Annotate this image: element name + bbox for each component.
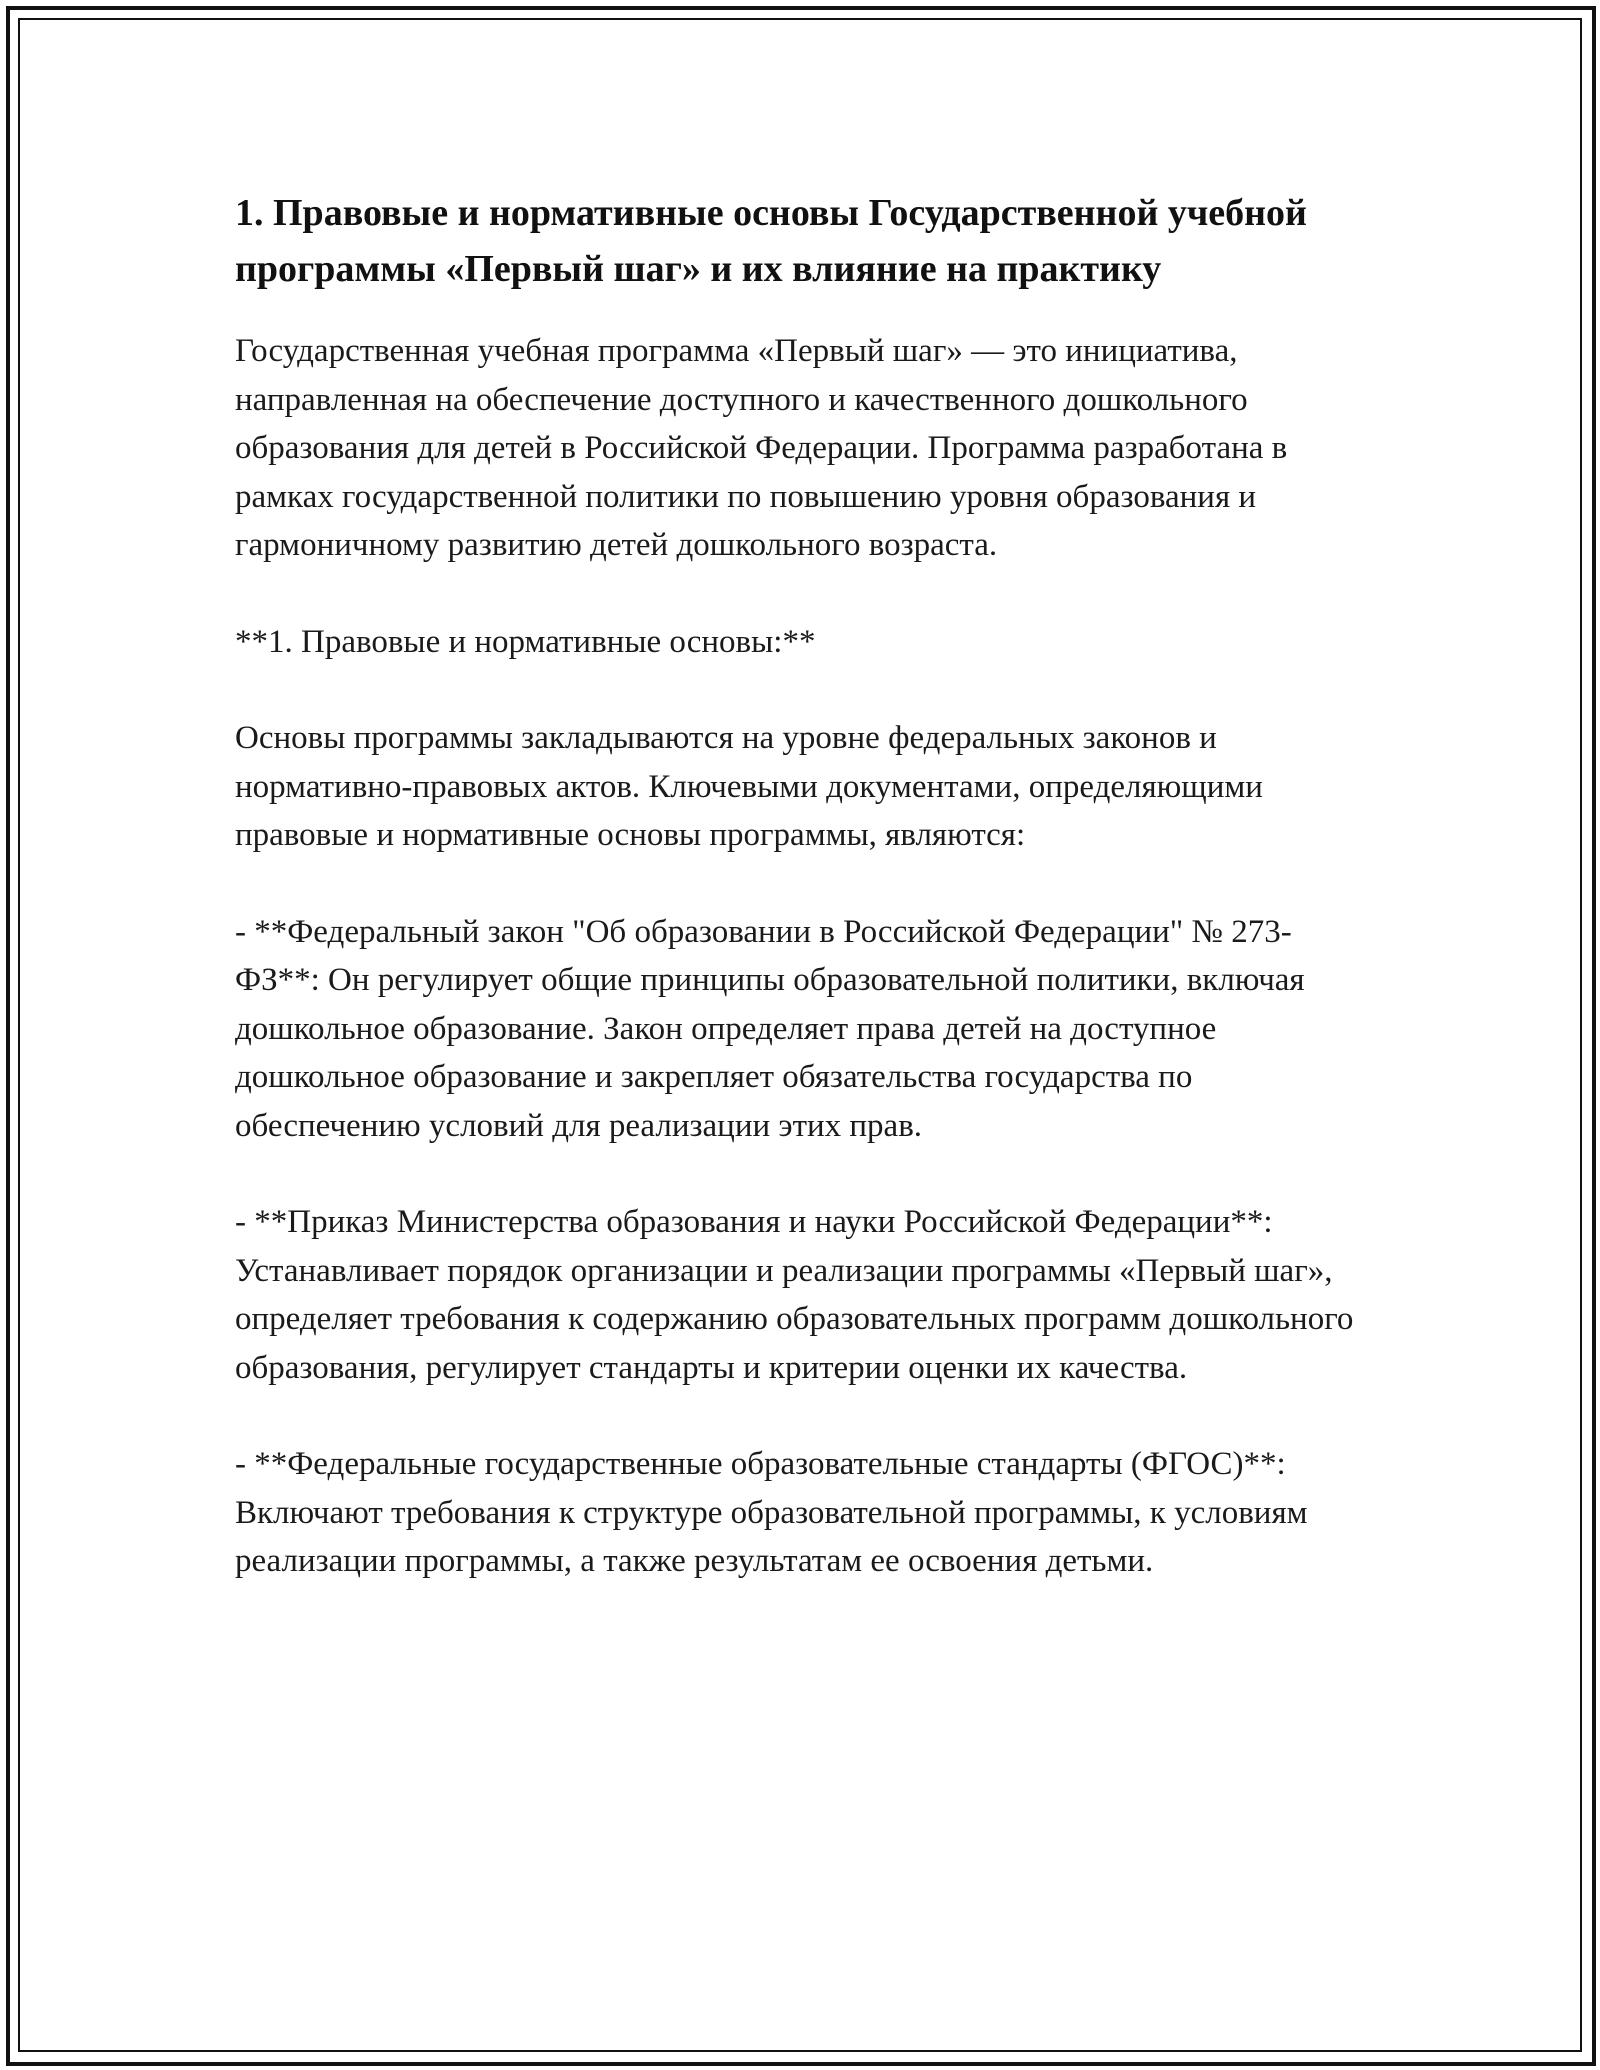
document-body <box>235 185 1375 1586</box>
document-heading: 1. Правовые и нормативные основы Государственной учебной программы «Первый шаг» и их влияние на практику <box>235 192 1307 290</box>
list-item-federal-law: - **Федеральный закон "Об образовании в Российской Федерации" № 273-ФЗ**: Он регулирует общие принципы образовательной политики, включая дошкольное образование. Закон определяет права детей на доступное дошкольное образование и закрепляет обязательства государства по обеспечению условий для реализации этих прав. <box>235 913 1305 1144</box>
list-item-fgos: - **Федеральные государственные образовательные стандарты (ФГОС)**: Включают требования к структуре образовательной программы, к условиям реализации программы, а также результатам ее освоения детьми. <box>235 1446 1308 1579</box>
intro-paragraph: Государственная учебная программа «Первый шаг» — это инициатива, направленная на обеспечение доступного и качественного дошкольного образования для детей в Российской Федерации. Программа разработана в рамках государственной политики по повышению уровня образования и гармоничному развитию детей дошкольного возраста. <box>235 333 1288 563</box>
section-subheading: **1. Правовые и нормативные основы:** <box>235 623 816 660</box>
list-item-ministry-order: - **Приказ Министерства образования и науки Российской Федерации**: Устанавливает порядок организации и реализации программы «Первый шаг», определяет требования к содержанию образовательных программ дошкольного образования, регулирует стандарты и критерии оценки их качества. <box>235 1204 1354 1386</box>
basis-paragraph: Основы программы закладываются на уровне федеральных законов и нормативно-правовых актов. Ключевыми документами, определяющими правовые и нормативные основы программы, являются: <box>235 720 1263 853</box>
